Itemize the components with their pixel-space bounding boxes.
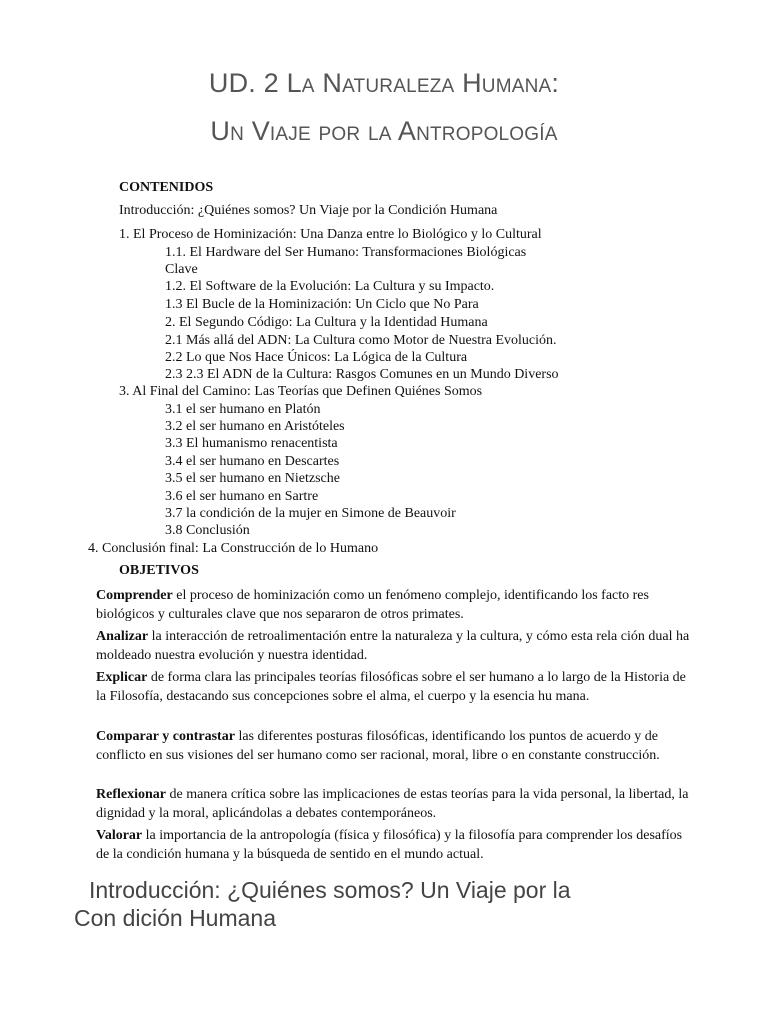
- objective-item: [96, 727, 696, 765]
- contents-item: 1.1. El Hardware del Ser Humano: Transformaciones Biológicas: [165, 245, 527, 260]
- section-heading-line1: Introducción: ¿Quiénes somos? Un Viaje por la: [89, 877, 571, 903]
- contents-item: 2.2 Lo que Nos Hace Únicos: La Lógica de la Cultura: [165, 350, 468, 365]
- contents-item: 3.1 el ser humano en Platón: [165, 402, 321, 417]
- page-title: UD. 2 La Naturaleza Humana:: [208, 68, 560, 98]
- contents-item: 1. El Proceso de Hominización: Una Danza entre lo Biológico y lo Cultural: [119, 227, 542, 242]
- contents-item: 3.4 el ser humano en Descartes: [165, 454, 340, 469]
- contents-item: 1.3 El Bucle de la Hominización: Un Ciclo que No Para: [165, 297, 479, 312]
- contents-item: 4. Conclusión final: La Construcción de lo Humano: [88, 541, 379, 556]
- objective-item: [96, 586, 696, 624]
- objective-text: de forma clara las principales teorías filosóficas sobre el ser humano a lo largo de la Historia de la Filosofía, destacando sus concepciones sobre el alma, el cuerpo y la esencia hu mana.: [96, 670, 686, 704]
- contents-item: 3.8 Conclusión: [165, 523, 250, 538]
- objective-verb: Analizar: [96, 629, 149, 644]
- objectives-heading: OBJETIVOS: [119, 563, 199, 578]
- contents-item: 3.7 la condición de la mujer en Simone de Beauvoir: [165, 506, 456, 521]
- contents-heading: CONTENIDOS: [119, 180, 214, 195]
- contents-item: 3.5 el ser humano en Nietzsche: [165, 471, 340, 486]
- contents-item: 2.3 2.3 El ADN de la Cultura: Rasgos Comunes en un Mundo Diverso: [165, 367, 559, 382]
- contents-intro: Introducción: ¿Quiénes somos? Un Viaje por la Condición Humana: [119, 203, 498, 218]
- objective-verb: Comprender: [96, 588, 173, 603]
- objective-verb: Comparar y contrastar: [96, 729, 235, 744]
- objective-item: [96, 826, 696, 864]
- objective-verb: Explicar: [96, 670, 148, 685]
- section-heading: [74, 876, 694, 932]
- contents-item: 3. Al Final del Camino: Las Teorías que Definen Quiénes Somos: [119, 384, 483, 399]
- objective-text: la interacción de retroalimentación entre la naturaleza y la cultura, y cómo esta rela ción dual ha moldeado nuestra evolución y nuestra identidad.: [96, 629, 690, 663]
- objective-text: la importancia de la antropología (física y filosófica) y la filosofía para comprender los desafíos de la condición humana y la búsqueda de sentido en el mundo actual.: [96, 828, 683, 862]
- objective-item: [96, 785, 696, 823]
- contents-item: 1.2. El Software de la Evolución: La Cultura y su Impacto.: [165, 279, 495, 294]
- objective-text: las diferentes posturas filosóficas, identificando los puntos de acuerdo y de conflicto en sus visiones del ser humano como ser racional, moral, libre o en constante construcción.: [96, 729, 660, 763]
- contents-item: Clave: [165, 262, 198, 277]
- contents-item: 3.6 el ser humano en Sartre: [165, 489, 319, 504]
- objective-verb: Reflexionar: [96, 787, 166, 802]
- page-subtitle: Un Viaje por la Antropología: [210, 116, 558, 146]
- contents-item: 3.3 El humanismo renacentista: [165, 436, 338, 451]
- contents-item: 2. El Segundo Código: La Cultura y la Identidad Humana: [165, 315, 488, 330]
- objective-item: [96, 668, 696, 706]
- objective-item: [96, 627, 696, 665]
- contents-item: 3.2 el ser humano en Aristóteles: [165, 419, 345, 434]
- objective-verb: Valorar: [96, 828, 143, 843]
- objective-text: de manera crítica sobre las implicaciones de estas teorías para la vida personal, la libertad, la dignidad y la moral, aplicándolas a debates contemporáneos.: [96, 787, 689, 821]
- objective-text: el proceso de hominización como un fenómeno complejo, identificando los facto res biológicos y culturales clave que nos separaron de otros primates.: [96, 588, 649, 622]
- contents-item: 2.1 Más allá del ADN: La Cultura como Motor de Nuestra Evolución.: [165, 333, 557, 348]
- section-heading-line2: Con dición Humana: [74, 905, 277, 931]
